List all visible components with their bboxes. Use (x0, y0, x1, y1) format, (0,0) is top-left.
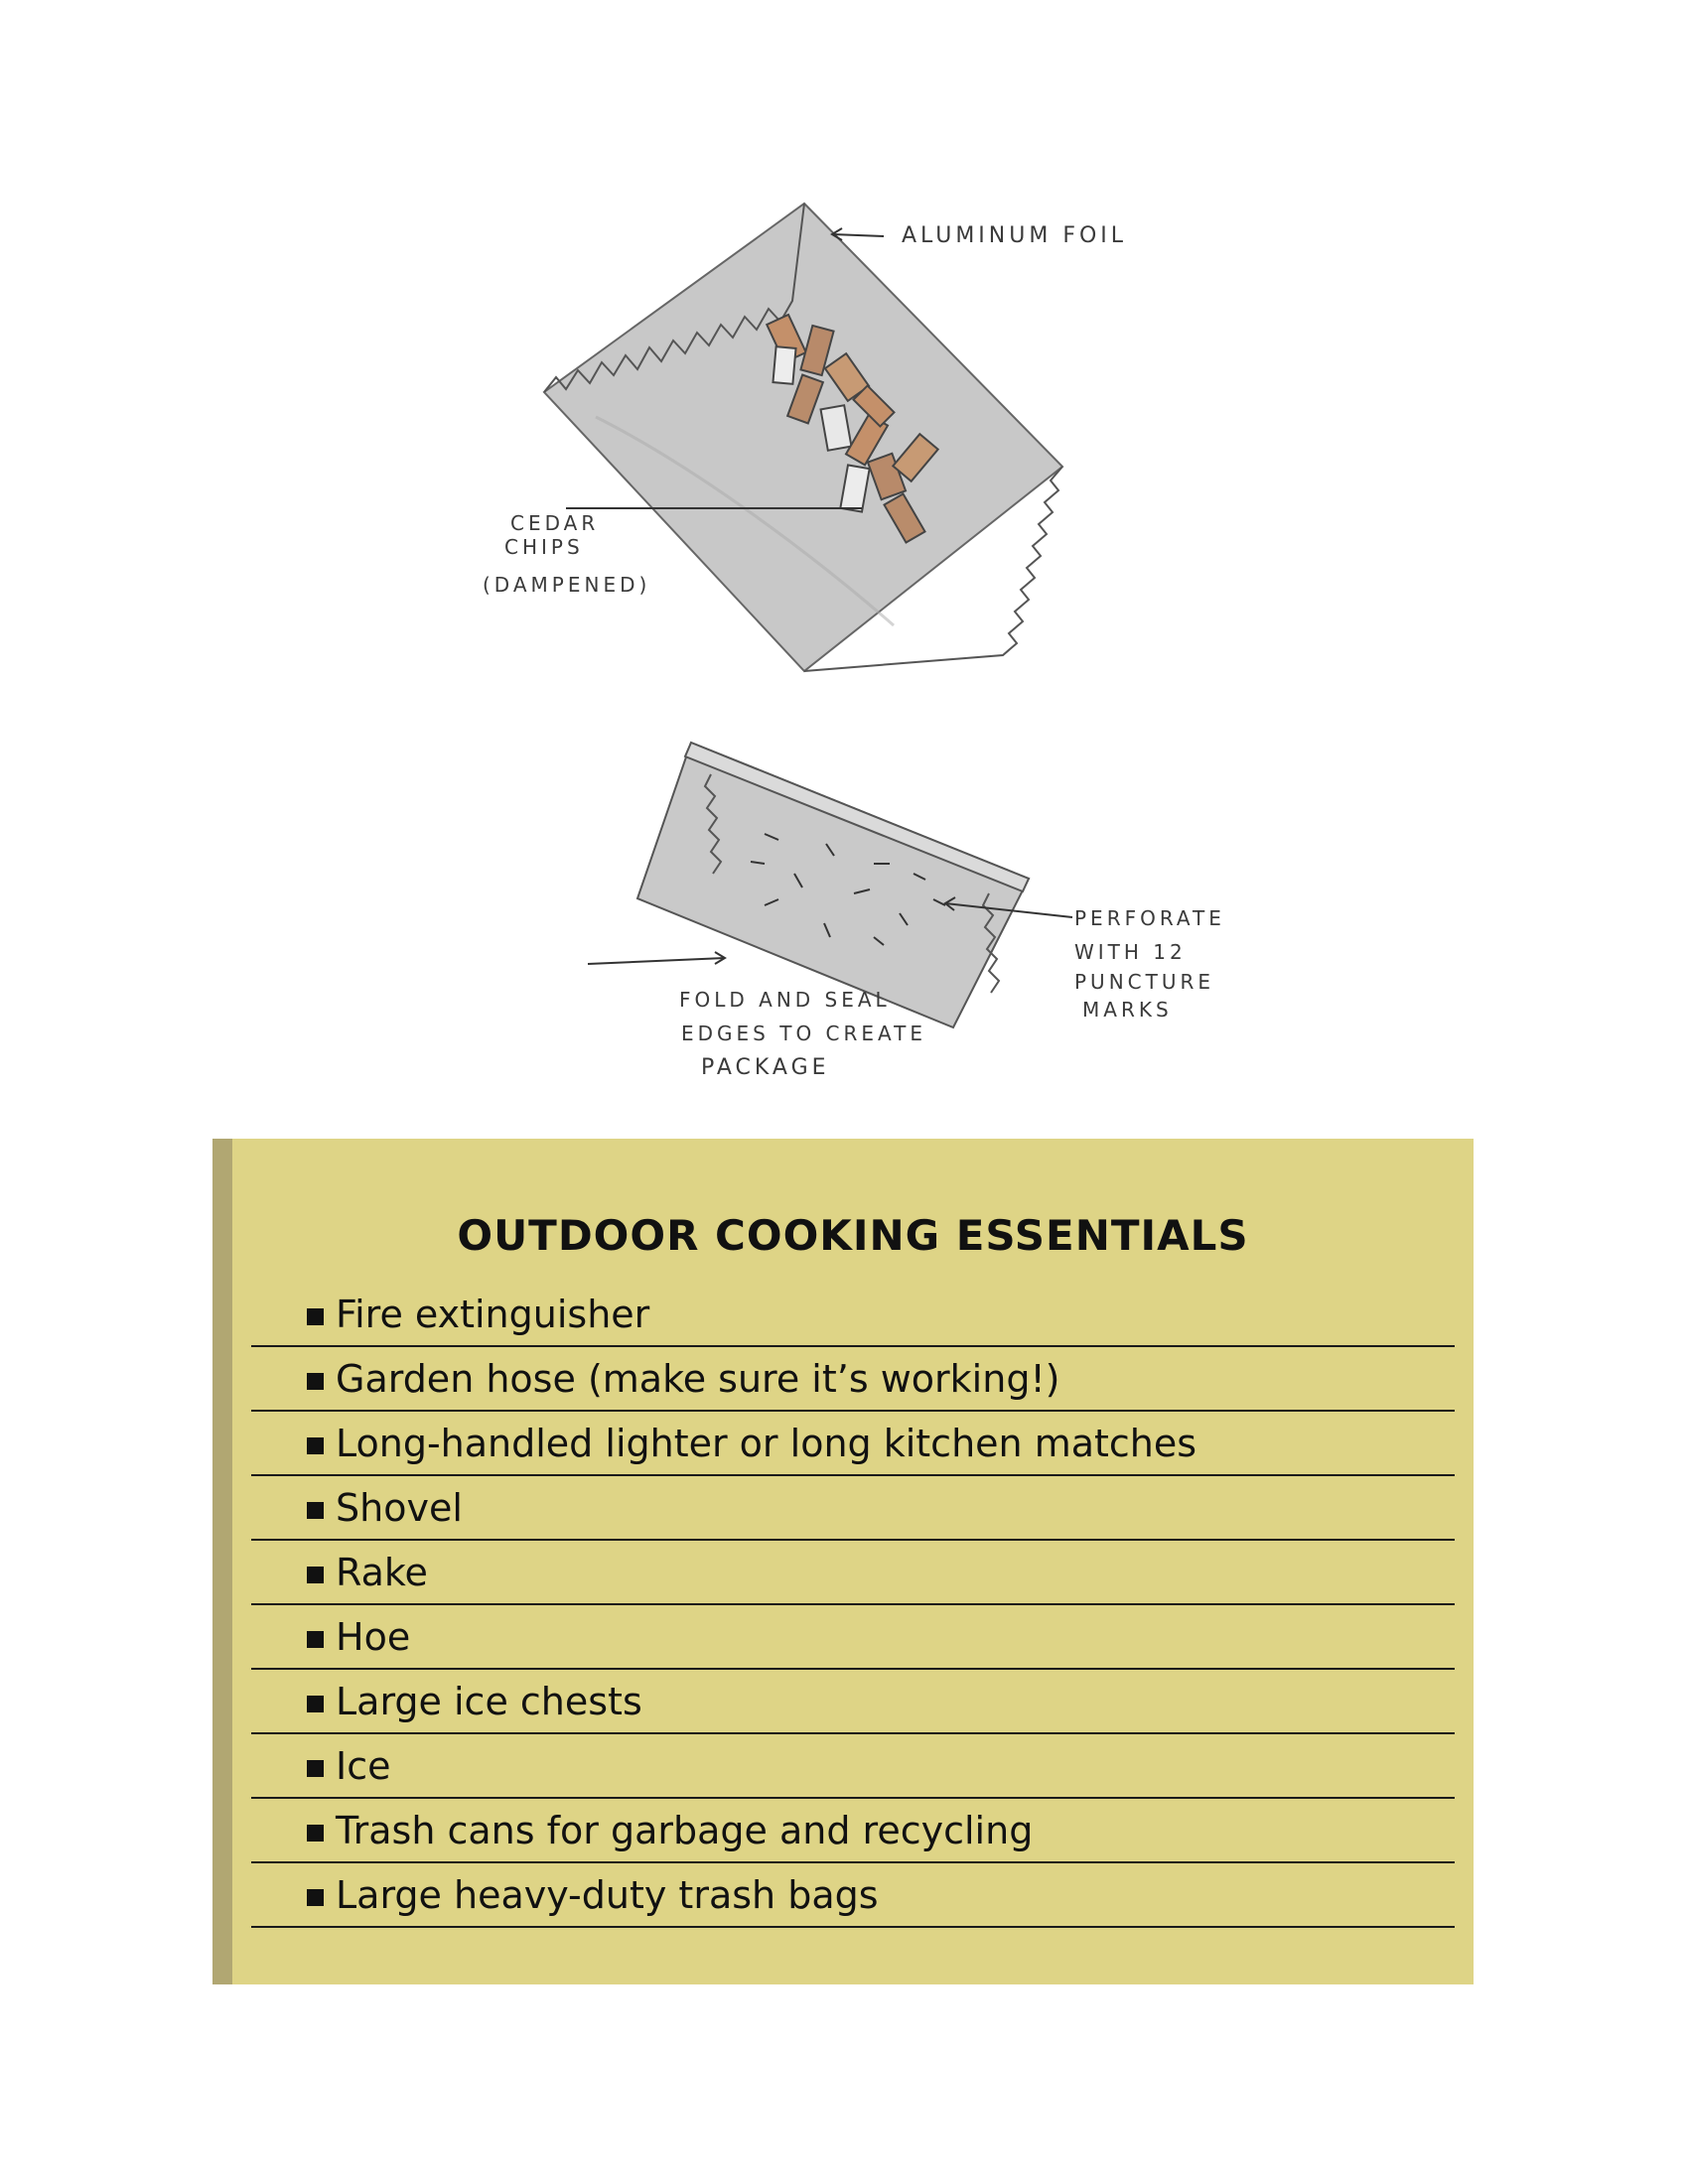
list-item (251, 1347, 1455, 1412)
list-item (251, 1412, 1455, 1476)
list-item-label: Fire extinguisher (336, 1292, 650, 1336)
label-cedar-3: (DAMPENED) (483, 573, 651, 597)
list-item-label: Large heavy-duty trash bags (336, 1872, 879, 1917)
fold-leader-line (588, 958, 725, 964)
list-item (251, 1670, 1455, 1734)
list-item (251, 1283, 1455, 1347)
list-item-label: Shovel (336, 1485, 463, 1530)
list-item-label: Ice (336, 1743, 391, 1788)
list-item-label: Garden hose (make sure it’s working!) (336, 1356, 1060, 1401)
list-item-label: Rake (336, 1550, 428, 1594)
list-item (251, 1541, 1455, 1605)
square-bullet-icon (307, 1696, 324, 1712)
foil-sheet-drawing (544, 204, 1062, 671)
label-fold-3: PACKAGE (701, 1055, 830, 1080)
label-fold-1: FOLD AND SEAL (679, 988, 891, 1012)
square-bullet-icon (307, 1631, 324, 1648)
list-item (251, 1734, 1455, 1799)
square-bullet-icon (307, 1502, 324, 1519)
label-perforate-4: MARKS (1082, 998, 1173, 1022)
sidebar-accent-bar (212, 1139, 232, 1984)
square-bullet-icon (307, 1760, 324, 1777)
essentials-checklist (251, 1283, 1455, 1928)
label-cedar-2: CHIPS (504, 535, 584, 559)
list-item (251, 1799, 1455, 1863)
folded-package-drawing (637, 743, 1029, 1027)
list-item-label: Large ice chests (336, 1679, 642, 1723)
label-cedar-1: CEDAR (510, 511, 600, 535)
list-item (251, 1605, 1455, 1670)
list-item-label: Hoe (336, 1614, 411, 1659)
list-item (251, 1476, 1455, 1541)
label-perforate-1: PERFORATE (1074, 906, 1225, 930)
square-bullet-icon (307, 1889, 324, 1906)
sidebar-title: OUTDOOR COOKING ESSENTIALS (457, 1211, 1249, 1260)
list-item-label: Trash cans for garbage and recycling (336, 1808, 1034, 1852)
square-bullet-icon (307, 1567, 324, 1583)
list-item-label: Long-handled lighter or long kitchen matches (336, 1421, 1197, 1465)
square-bullet-icon (307, 1825, 324, 1842)
foil-leader-line (832, 234, 884, 236)
label-aluminum-foil: ALUMINUM FOIL (902, 223, 1128, 248)
square-bullet-icon (307, 1437, 324, 1454)
square-bullet-icon (307, 1308, 324, 1325)
label-perforate-2: WITH 12 (1074, 940, 1187, 964)
list-item (251, 1863, 1455, 1928)
square-bullet-icon (307, 1373, 324, 1390)
label-fold-2: EDGES TO CREATE (681, 1022, 927, 1045)
label-perforate-3: PUNCTURE (1074, 970, 1215, 994)
